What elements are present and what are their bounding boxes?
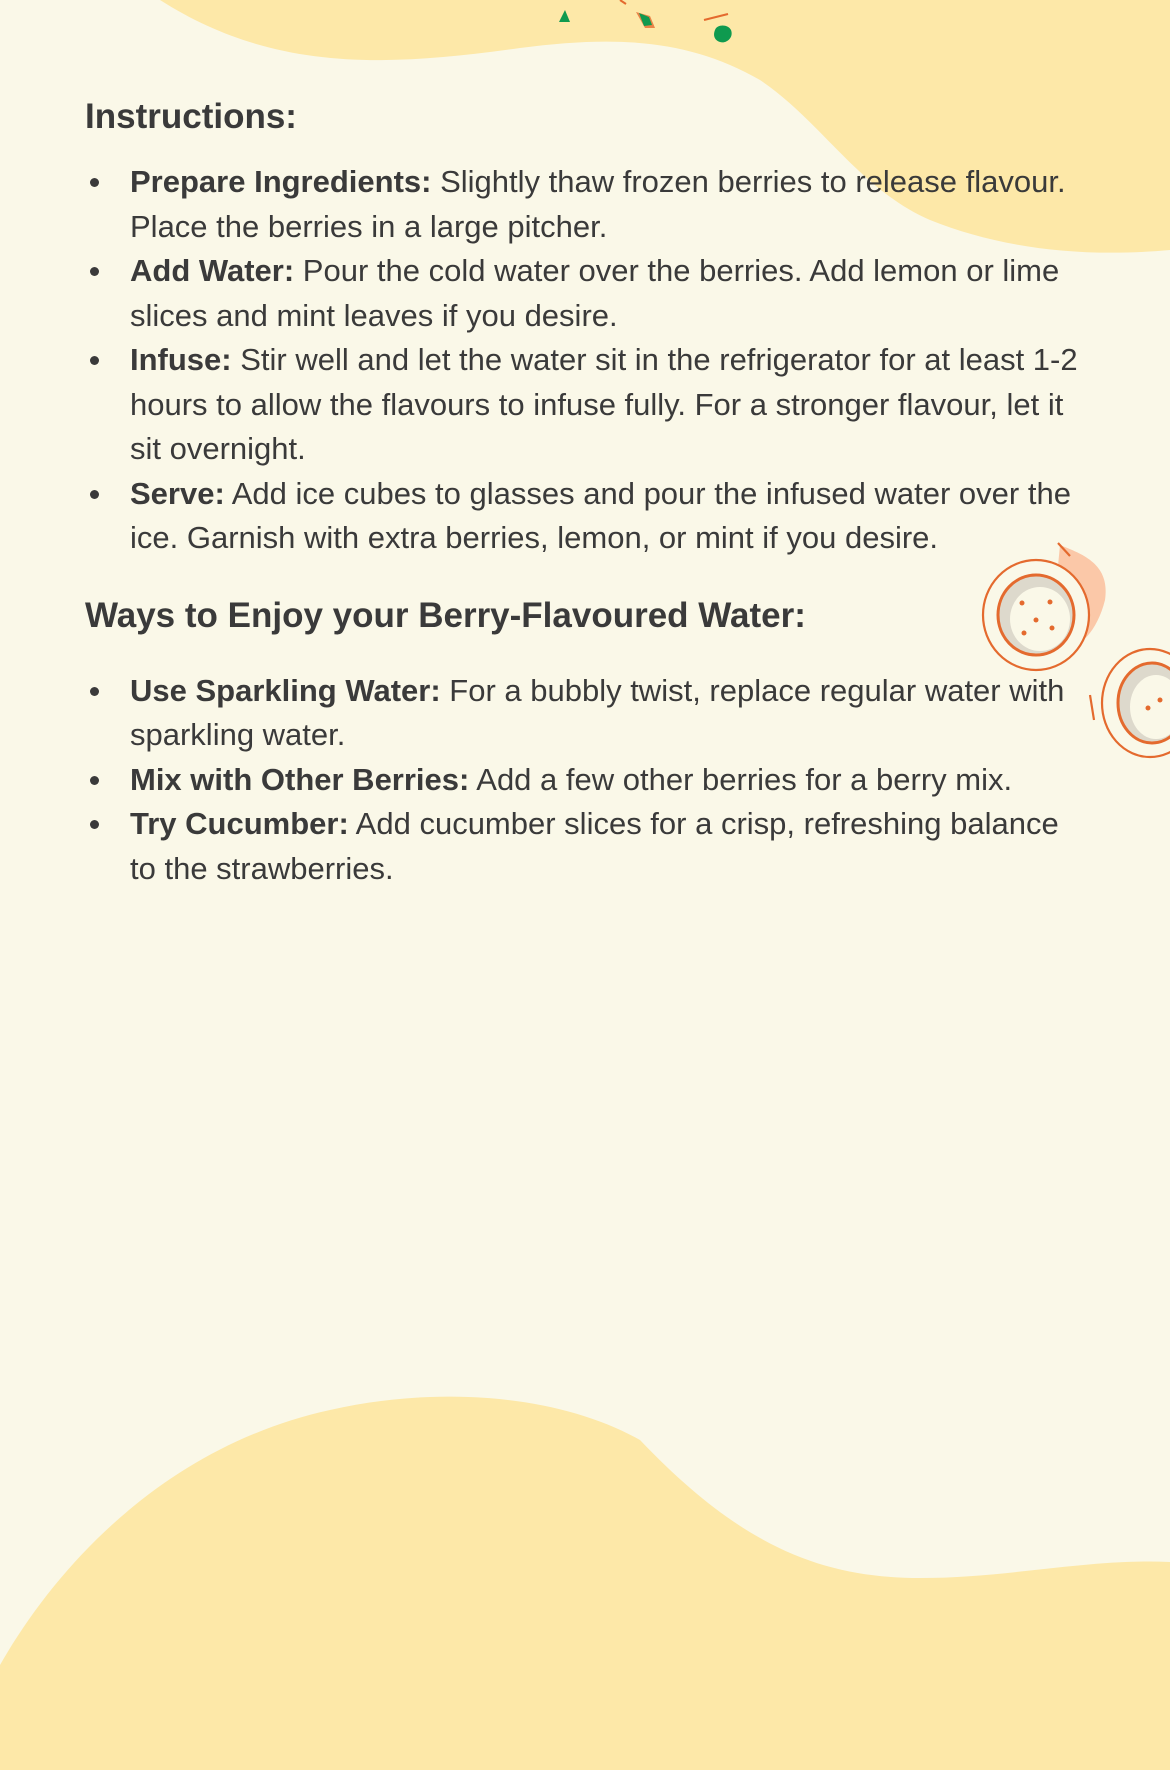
bullet-icon xyxy=(90,820,99,829)
ways-list xyxy=(85,669,1085,892)
lime-slice-icon-2 xyxy=(1090,649,1170,757)
list-item xyxy=(130,758,1085,803)
bullet-icon xyxy=(90,490,99,499)
bullet-icon xyxy=(90,776,99,785)
list-item xyxy=(130,249,1085,338)
item-text: Pour the cold water over the berries. Add lemon or lime slices and mint leaves if you desire. xyxy=(130,253,1060,333)
item-text: Stir well and let the water sit in the refrigerator for at least 1-2 hours to allow the flavours to infuse fully. For a stronger flavour, let it sit overnight. xyxy=(130,342,1078,466)
instructions-heading: Instructions: xyxy=(85,97,297,136)
item-text: Slightly thaw frozen berries to release flavour. Place the berries in a large pitcher. xyxy=(130,164,1066,244)
instructions-list xyxy=(85,160,1085,561)
item-label: Prepare Ingredients: xyxy=(130,164,432,199)
item-label: Serve: xyxy=(130,475,225,511)
item-label: Use Sparkling Water: xyxy=(130,672,441,708)
item-label: Infuse: xyxy=(130,342,232,377)
recipe-content xyxy=(85,96,1085,891)
bullet-icon xyxy=(90,356,99,365)
item-text: Add cucumber slices for a crisp, refreshing balance to the strawberries. xyxy=(130,806,1059,886)
bottom-wave-shape xyxy=(0,1397,1170,1770)
ways-heading: Ways to Enjoy your Berry-Flavoured Water: xyxy=(85,595,806,635)
item-label: Mix with Other Berries: xyxy=(130,761,470,797)
list-item xyxy=(130,160,1085,249)
list-item xyxy=(130,802,1085,891)
list-item xyxy=(130,472,1085,561)
item-label: Add Water: xyxy=(130,253,295,288)
list-item xyxy=(130,338,1085,472)
item-text: Add a few other berries for a berry mix. xyxy=(469,761,1013,797)
bullet-icon xyxy=(90,178,99,187)
bullet-icon xyxy=(90,267,99,276)
item-text: Add ice cubes to glasses and pour the infused water over the ice. Garnish with extra berries, lemon, or mint if you desire. xyxy=(130,475,1071,555)
item-label: Try Cucumber: xyxy=(130,806,349,841)
bullet-icon xyxy=(90,687,99,696)
item-text: For a bubbly twist, replace regular water with sparkling water. xyxy=(130,672,1065,752)
list-item xyxy=(130,669,1085,758)
